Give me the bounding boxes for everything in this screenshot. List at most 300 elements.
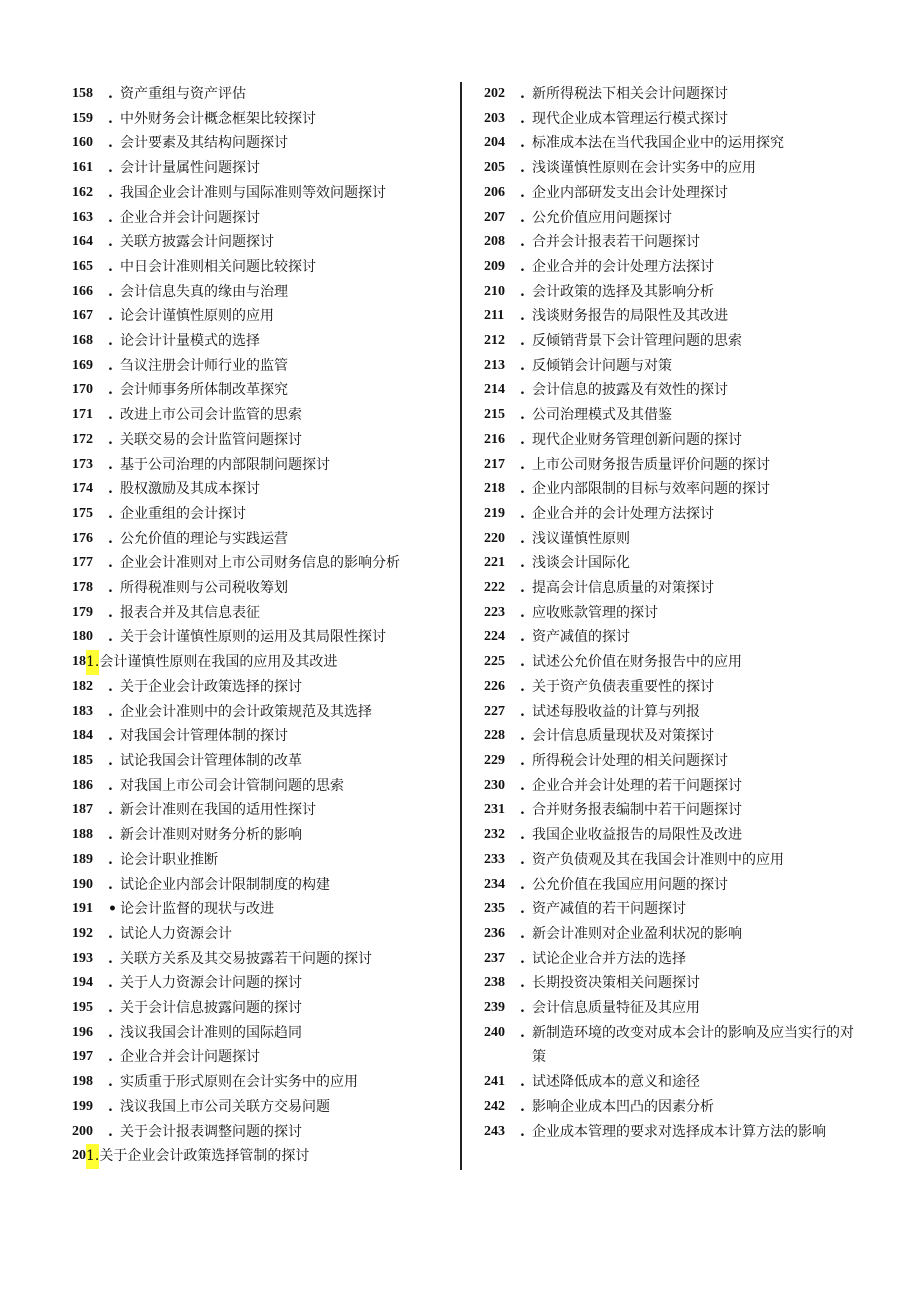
item-separator: . [108,555,113,572]
item-number: 213 [484,357,505,373]
list-item [484,354,854,379]
item-number: 202 [484,86,505,101]
list-item [484,700,854,725]
list-item [484,873,854,898]
item-title: 试述每股收益的计算与列报 [532,703,700,720]
item-separator: . [520,555,525,572]
item-separator: . [108,184,113,201]
list-item [72,255,457,280]
item-number: 200 [72,1123,93,1139]
item-title: 我国企业收益报告的局限性及改进 [532,827,742,844]
item-title: 长期投资决策相关问题探讨 [532,975,700,992]
list-item [72,428,457,453]
item-separator: . [108,1049,113,1066]
item-separator: . [520,1000,525,1017]
item-number: 187 [72,802,93,818]
list-item [72,1021,457,1046]
list-item [72,1070,457,1095]
list-item [484,304,854,329]
item-title: 论会计计量模式的选择 [120,333,260,350]
item-title: 关于企业会计政策选择的探讨 [120,678,302,695]
list-item [484,329,854,354]
item-number: 173 [72,456,93,472]
list-item [72,453,457,478]
list-item [484,947,854,972]
item-title: 企业内部研发支出会计处理探讨 [532,184,728,201]
item-title: 关联方关系及其交易披露若干问题的探讨 [120,950,372,967]
item-title: 会计师事务所体制改革探究 [120,382,288,399]
item-number: 175 [72,505,93,521]
item-separator: . [108,876,113,893]
item-title: 企业会计准则中的会计政策规范及其选择 [120,703,372,720]
item-number: 241 [484,1074,505,1090]
item-number: 239 [484,1000,505,1016]
item-separator: . [108,950,113,967]
item-number: 163 [72,209,93,225]
list-item [72,107,457,132]
item-separator: . [108,925,113,942]
list-item [484,477,854,502]
item-number: 235 [484,901,505,917]
item-title: 应收账款管理的探讨 [532,604,658,621]
item-number: 195 [72,1000,93,1016]
item-separator: . [520,431,525,448]
list-item [72,996,457,1021]
item-number: 219 [484,505,505,521]
item-number: 183 [72,703,93,719]
list-item [72,601,457,626]
item-number: 225 [484,654,505,670]
list-item [72,749,457,774]
item-number: 164 [72,234,93,250]
item-number: 161 [72,160,93,176]
list-item [484,1095,854,1120]
item-separator: . [520,1098,525,1115]
item-title: 企业重组的会计探讨 [120,505,246,522]
item-separator: • [108,901,117,918]
item-title: 浅议我国上市公司关联方交易问题 [120,1098,330,1115]
list-item [484,601,854,626]
item-title: 浅议我国会计准则的国际趋同 [120,1024,302,1041]
item-number: 182 [72,678,93,694]
list-item [484,551,854,576]
item-title: 会计计量属性问题探讨 [120,160,260,177]
item-number: 199 [72,1098,93,1114]
item-separator: . [108,975,113,992]
list-item [484,971,854,996]
item-number: 188 [72,827,93,843]
item-title: 公司治理模式及其借鉴 [532,407,672,424]
item-title: 企业合并会计处理的若干问题探讨 [532,777,742,794]
item-title: 企业合并会计问题探讨 [120,209,260,226]
list-item [72,230,457,255]
list-item [484,922,854,947]
left-column [72,82,457,1169]
item-separator: . [108,505,113,522]
item-number: 160 [72,135,93,151]
item-title: 新所得税法下相关会计问题探讨 [532,86,728,102]
list-item [72,823,457,848]
item-separator: . [108,629,113,646]
list-item [72,922,457,947]
item-number: 211 [484,308,505,324]
item-number: 210 [484,283,505,299]
item-number: 207 [484,209,505,225]
list-item [484,650,854,675]
item-separator: . [108,851,113,868]
list-item [484,428,854,453]
item-number: 226 [484,678,505,694]
item-number: 238 [484,975,505,991]
item-title: 中日会计准则相关问题比较探讨 [120,258,316,275]
list-item [484,823,854,848]
item-title: 提高会计信息质量的对策探讨 [532,580,714,597]
item-number: 170 [72,382,93,398]
list-item [484,1021,854,1070]
list-item [484,996,854,1021]
item-number: 212 [484,333,505,349]
list-item [72,206,457,231]
item-title: 股权激励及其成本探讨 [120,481,260,498]
item-separator: . [520,950,525,967]
item-title: 会计信息的披露及有效性的探讨 [532,382,728,399]
item-title: 关于会计信息披露问题的探讨 [120,1000,302,1017]
highlight-mark: 1. [86,1144,99,1169]
item-number: 216 [484,431,505,447]
item-number: 224 [484,629,505,645]
item-title: 关联方披露会计问题探讨 [120,234,274,251]
list-item [484,576,854,601]
item-number: 180 [72,629,93,645]
list-item [484,625,854,650]
item-title: 我国企业会计准则与国际准则等效问题探讨 [120,184,386,201]
item-title: 刍议注册会计师行业的监管 [120,357,288,374]
item-separator: . [520,135,525,152]
item-number: 166 [72,283,93,299]
item-title: 影响企业成本凹凸的因素分析 [532,1098,714,1115]
item-title: 公允价值在我国应用问题的探讨 [532,876,728,893]
item-separator: . [520,333,525,350]
item-separator: . [108,481,113,498]
list-item [484,502,854,527]
highlight-mark: 1. [86,650,99,675]
list-item [484,1070,854,1095]
list-item [72,477,457,502]
item-separator: . [108,110,113,127]
list-item [484,527,854,552]
item-title: 会计信息失真的缘由与治理 [120,283,288,300]
item-title: 报表合并及其信息表征 [120,604,260,621]
item-separator: . [108,1024,113,1041]
list-item [484,897,854,922]
item-title: 浅谈谨慎性原则在会计实务中的应用 [532,160,756,177]
item-number: 174 [72,481,93,497]
item-number: 159 [72,110,93,126]
item-number: 169 [72,357,93,373]
item-title: 合并会计报表若干问题探讨 [532,234,700,251]
list-item [72,156,457,181]
list-item [72,848,457,873]
item-title: 企业合并的会计处理方法探讨 [532,505,714,522]
item-title: 资产重组与资产评估 [120,86,246,102]
item-title: 新会计准则对企业盈利状况的影响 [532,925,742,942]
list-item [484,749,854,774]
list-item [72,774,457,799]
item-number: 209 [484,258,505,274]
item-separator: . [108,135,113,152]
right-column [484,82,854,1144]
item-separator: . [520,530,525,547]
list-item [484,131,854,156]
item-title: 关于资产负债表重要性的探讨 [532,678,714,695]
item-number: 167 [72,308,93,324]
item-title: 关于企业会计政策选择管制的探讨 [99,1148,310,1165]
item-separator: . [108,357,113,374]
item-number: 203 [484,110,505,126]
list-item [72,280,457,305]
item-title: 资产负债观及其在我国会计准则中的应用 [532,851,784,868]
item-title: 关于会计报表调整问题的探讨 [120,1123,302,1140]
list-item [484,181,854,206]
list-item [72,527,457,552]
item-number: 229 [484,752,505,768]
item-number: 176 [72,530,93,546]
item-separator: . [520,357,525,374]
item-separator: . [108,234,113,251]
item-separator: . [108,752,113,769]
item-separator: . [520,654,525,671]
item-number: 223 [484,604,505,620]
item-number: 158 [72,86,93,101]
item-number: 231 [484,802,505,818]
item-separator: . [108,456,113,473]
item-number: 222 [484,580,505,596]
list-item [72,354,457,379]
list-item [72,551,457,576]
item-number: 171 [72,407,93,423]
list-item [72,576,457,601]
item-number: 217 [484,456,505,472]
item-separator: . [520,876,525,893]
item-number: 191 [72,901,93,917]
list-item [72,625,457,650]
list-item [72,131,457,156]
item-title: 试述降低成本的意义和途径 [532,1074,700,1091]
item-separator: . [108,209,113,226]
item-separator: . [520,382,525,399]
list-item [484,107,854,132]
item-number: 240 [484,1024,505,1040]
item-separator: . [520,308,525,325]
item-number: 168 [72,333,93,349]
item-title: 上市公司财务报告质量评价问题的探讨 [532,456,770,473]
item-number: 190 [72,876,93,892]
list-item [72,700,457,725]
list-item [72,873,457,898]
item-title: 改进上市公司会计监管的思索 [120,407,302,424]
item-title: 试论人力资源会计 [120,925,232,942]
item-number: 232 [484,827,505,843]
item-number: 205 [484,160,505,176]
list-item [484,156,854,181]
item-separator: . [520,1024,525,1041]
item-number: 194 [72,975,93,991]
item-number: 208 [484,234,505,250]
item-separator: . [108,1074,113,1091]
item-title: 公允价值的理论与实践运营 [120,530,288,547]
item-separator: . [520,110,525,127]
item-title: 浅议谨慎性原则 [532,530,630,547]
item-separator: . [520,975,525,992]
item-separator: . [520,505,525,522]
list-item [484,255,854,280]
item-title: 试论企业内部会计限制制度的构建 [120,876,330,893]
item-number: 18 [72,654,86,670]
item-title: 关联交易的会计监管问题探讨 [120,431,302,448]
item-separator: . [108,308,113,325]
list-item [72,403,457,428]
list-item [72,971,457,996]
item-separator: . [520,86,525,102]
item-separator: . [520,827,525,844]
list-item [72,798,457,823]
item-separator: . [520,407,525,424]
item-title: 合并财务报表编制中若干问题探讨 [532,802,742,819]
item-title: 浅谈会计国际化 [532,555,630,572]
item-separator: . [108,802,113,819]
item-separator: . [520,481,525,498]
item-title: 实质重于形式原则在会计实务中的应用 [120,1074,358,1091]
item-separator: . [108,333,113,350]
item-separator: . [108,728,113,745]
list-item [72,378,457,403]
item-title: 关于会计谨慎性原则的运用及其局限性探讨 [120,629,386,646]
column-divider [460,82,462,1170]
item-title: 新会计准则在我国的适用性探讨 [120,802,316,819]
item-title: 反倾销背景下会计管理问题的思索 [532,333,742,350]
item-separator: . [108,777,113,794]
item-separator: . [520,283,525,300]
item-title: 论会计职业推断 [120,851,218,868]
list-item [484,675,854,700]
item-number: 233 [484,851,505,867]
item-separator: . [520,703,525,720]
item-title: 公允价值应用问题探讨 [532,209,672,226]
item-title: 现代企业成本管理运行模式探讨 [532,110,728,127]
item-title: 会计要素及其结构问题探讨 [120,135,288,152]
item-separator: . [108,703,113,720]
list-item [484,280,854,305]
item-separator: . [520,851,525,868]
item-number: 192 [72,925,93,941]
item-separator: . [520,184,525,201]
item-separator: . [108,678,113,695]
item-title: 企业合并会计问题探讨 [120,1049,260,1066]
item-number: 162 [72,184,93,200]
list-item [72,675,457,700]
list-item [484,206,854,231]
item-separator: . [108,604,113,621]
item-title: 新制造环境的改变对成本会计的影响及应当实行的对策 [532,1024,854,1066]
list-item [484,798,854,823]
list-item [72,181,457,206]
list-item [72,304,457,329]
item-number: 218 [484,481,505,497]
list-item [72,1095,457,1120]
item-number: 237 [484,950,505,966]
item-title: 现代企业财务管理创新问题的探讨 [532,431,742,448]
list-item [484,848,854,873]
list-item [72,1144,457,1169]
item-separator: . [108,160,113,177]
item-separator: . [520,802,525,819]
item-separator: . [108,382,113,399]
item-number: 20 [72,1148,86,1164]
item-title: 资产减值的若干问题探讨 [532,901,686,918]
item-number: 177 [72,555,93,571]
list-item [72,329,457,354]
item-number: 165 [72,258,93,274]
item-number: 204 [484,135,505,151]
item-title: 标准成本法在当代我国企业中的运用探究 [532,135,784,152]
list-item [72,724,457,749]
item-title: 反倾销会计问题与对策 [532,357,672,374]
item-title: 关于人力资源会计问题的探讨 [120,975,302,992]
item-separator: . [108,1098,113,1115]
item-separator: . [520,752,525,769]
item-title: 会计政策的选择及其影响分析 [532,283,714,300]
item-separator: . [108,258,113,275]
list-item [72,502,457,527]
item-separator: . [520,1123,525,1140]
list-item [72,650,457,675]
item-title: 会计信息质量特征及其应用 [532,1000,700,1017]
item-separator: . [520,901,525,918]
item-number: 228 [484,728,505,744]
item-number: 196 [72,1024,93,1040]
list-item [72,897,457,922]
item-separator: . [108,827,113,844]
list-item [484,82,854,107]
item-separator: . [520,629,525,646]
item-separator: . [520,258,525,275]
item-separator: . [520,604,525,621]
item-title: 论会计谨慎性原则的应用 [120,308,274,325]
item-title: 会计信息质量现状及对策探讨 [532,728,714,745]
item-separator: . [520,1074,525,1091]
item-title: 对我国上市公司会计管制问题的思索 [120,777,344,794]
item-separator: . [520,925,525,942]
item-separator: . [108,86,113,102]
item-number: 189 [72,851,93,867]
item-separator: . [520,209,525,226]
list-item [484,724,854,749]
item-number: 227 [484,703,505,719]
item-number: 242 [484,1098,505,1114]
item-number: 172 [72,431,93,447]
item-separator: . [520,678,525,695]
item-number: 236 [484,925,505,941]
item-number: 234 [484,876,505,892]
item-number: 186 [72,777,93,793]
list-item [72,1045,457,1070]
item-separator: . [520,456,525,473]
item-number: 243 [484,1123,505,1139]
list-item [484,403,854,428]
item-number: 193 [72,950,93,966]
item-number: 215 [484,407,505,423]
item-title: 所得税会计处理的相关问题探讨 [532,752,728,769]
